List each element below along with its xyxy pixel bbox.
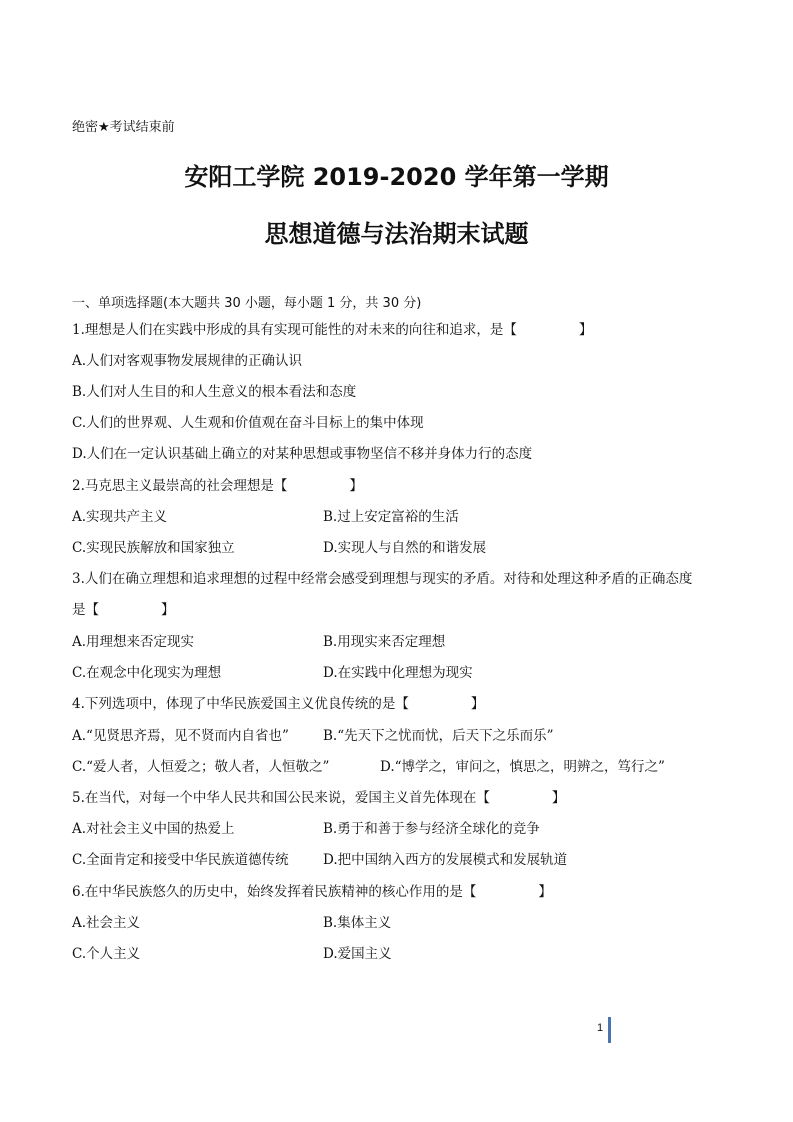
option-d: D.爱国主义 bbox=[323, 946, 392, 962]
page-number-bar bbox=[608, 1017, 611, 1043]
option-c: C.人们的世界观、人生观和价值观在奋斗目标上的集中体现 bbox=[72, 415, 424, 431]
question-stem bbox=[72, 477, 363, 495]
option-b: B.过上安定富裕的生活 bbox=[323, 509, 459, 525]
option-d: D.人们在一定认识基础上确立的对某种思想或事物坚信不移并身体力行的态度 bbox=[72, 446, 533, 462]
question-stem bbox=[72, 883, 552, 901]
option-a: A.人们对客观事物发展规律的正确认识 bbox=[72, 353, 303, 369]
option-c: C.在观念中化现实为理想 bbox=[72, 665, 222, 681]
question-stem: 3.人们在确立理想和追求理想的过程中经常会感受到理想与现实的矛盾。对待和处理这种矛盾的正确态度 bbox=[72, 571, 693, 587]
exam-title-line1: 安阳工学院 2019-2020 学年第一学期 bbox=[184, 163, 609, 191]
bracket-close: 】 bbox=[538, 884, 552, 900]
option-b: B.“先天下之忧而忧，后天下之乐而乐” bbox=[323, 728, 554, 744]
option-b: B.用现实来否定理想 bbox=[323, 634, 446, 650]
confidential-label: 绝密★考试结束前 bbox=[72, 120, 175, 135]
question-stem-text: 6.在中华民族悠久的历史中，始终发挥着民族精神的核心作用的是【 bbox=[72, 884, 477, 900]
option-c: C.个人主义 bbox=[72, 946, 141, 962]
page-number: 1 bbox=[597, 1022, 604, 1034]
option-c: C.全面肯定和接受中华民族道德传统 bbox=[72, 852, 289, 868]
bracket-close: 】 bbox=[161, 602, 175, 618]
bracket-close: 】 bbox=[470, 696, 485, 712]
option-d: D.在实践中化理想为现实 bbox=[323, 665, 473, 681]
question-stem-text: 4.下列选项中，体现了中华民族爱国主义优良传统的是【 bbox=[72, 696, 409, 712]
question-stem-cont bbox=[72, 601, 175, 619]
question-stem bbox=[72, 321, 592, 339]
bracket-close: 】 bbox=[349, 478, 363, 494]
question-stem-text: 1.理想是人们在实践中形成的具有实现可能性的对未来的向往和追求，是【 bbox=[72, 322, 517, 338]
option-b: B.人们对人生目的和人生意义的根本看法和态度 bbox=[72, 384, 357, 400]
option-a: A.“见贤思齐焉，见不贤而内自省也” bbox=[72, 728, 289, 744]
option-a: A.社会主义 bbox=[72, 915, 141, 931]
question-stem bbox=[72, 695, 484, 713]
option-d: D.实现人与自然的和谐发展 bbox=[323, 540, 487, 556]
question-stem-text: 是【 bbox=[72, 602, 99, 618]
bracket-close: 】 bbox=[551, 790, 566, 806]
option-a: A.用理想来否定现实 bbox=[72, 634, 195, 650]
option-b: B.集体主义 bbox=[323, 915, 392, 931]
option-c: C.“爱人者，人恒爱之；敬人者，人恒敬之” bbox=[72, 759, 330, 775]
option-a: A.实现共产主义 bbox=[72, 509, 168, 525]
bracket-close: 】 bbox=[578, 322, 593, 338]
section-heading: 一、单项选择题(本大题共 30 小题，每小题 1 分，共 30 分) bbox=[72, 296, 422, 311]
question-stem-text: 5.在当代，对每一个中华人民共和国公民来说，爱国主义首先体现在【 bbox=[72, 790, 490, 806]
exam-title-line2: 思想道德与法治期末试题 bbox=[264, 220, 529, 248]
question-stem-text: 2.马克思主义最崇高的社会理想是【 bbox=[72, 478, 288, 494]
option-d: D.把中国纳入西方的发展模式和发展轨道 bbox=[323, 852, 568, 868]
option-b: B.勇于和善于参与经济全球化的竞争 bbox=[323, 821, 540, 837]
question-stem bbox=[72, 789, 565, 807]
option-a: A.对社会主义中国的热爱上 bbox=[72, 821, 235, 837]
option-c: C.实现民族解放和国家独立 bbox=[72, 540, 235, 556]
option-d: D.“博学之，审问之，慎思之，明辨之，笃行之” bbox=[380, 759, 665, 775]
